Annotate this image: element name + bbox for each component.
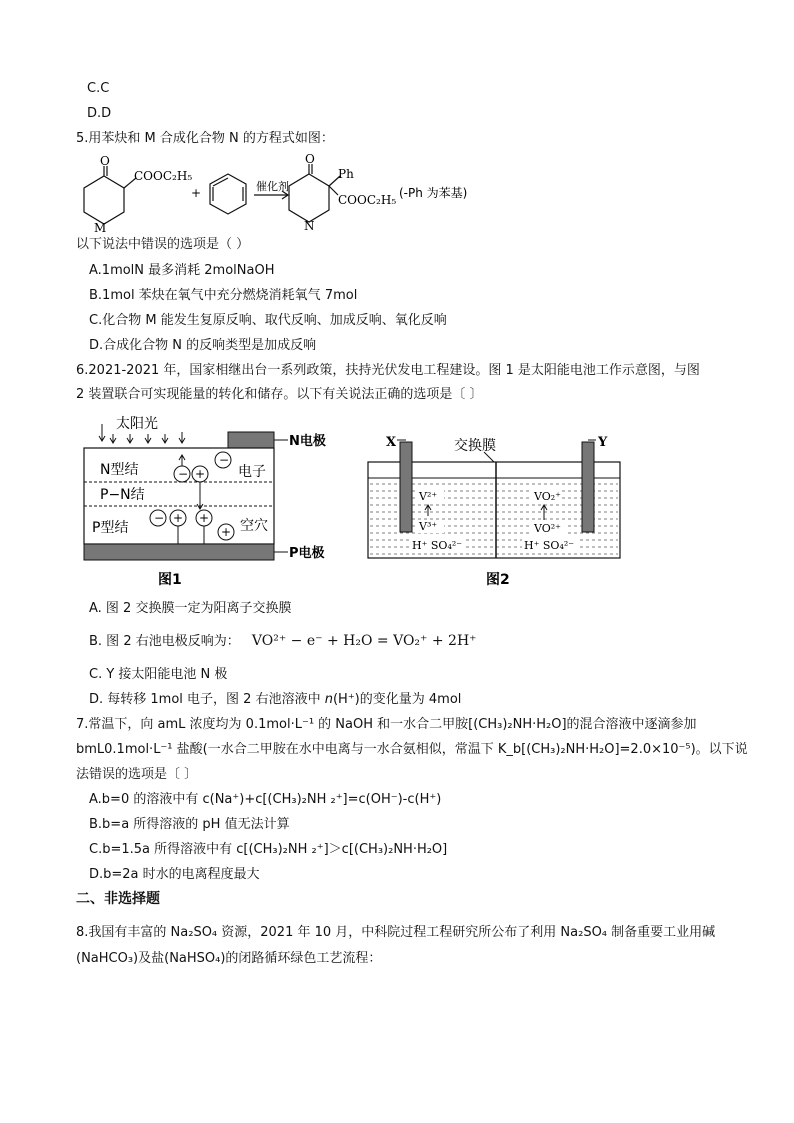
hole-symbol: +: [173, 511, 184, 525]
option-d-prev: D.D: [87, 106, 112, 121]
figure-2-caption: 图2: [486, 572, 510, 588]
vo-2plus-ion: VO²⁺: [534, 522, 561, 535]
option-d-suffix: (H⁺)的变化量为 4mol: [332, 692, 462, 707]
question-6-line-2: 2 装置联合可实现能量的转化和储存。以下有关说法正确的选项是〔 〕: [76, 387, 483, 402]
section-heading: 二、非选择题: [76, 891, 160, 907]
left-cell-ions: H⁺ SO₄²⁻: [412, 539, 463, 552]
vo2-plus-ion: VO₂⁺: [534, 490, 561, 503]
compound-n-ester: COOC₂H₅: [338, 193, 397, 207]
benzyne-structure: [210, 174, 246, 214]
compound-n-phenyl: Ph: [338, 167, 354, 181]
y-electrode-label: Y: [598, 435, 608, 450]
question-8-line-2: (NaHCO₃)及盐(NaHSO₄)的闭路循环绿色工艺流程：: [76, 951, 382, 966]
question-7-line-1: 7.常温下，向 amL 浓度均为 0.1mol·L⁻¹ 的 NaOH 和一水合二甲胺[(CH₃)₂NH·H₂O]的混合溶液中逐滴参加: [76, 717, 697, 732]
x-electrode: [400, 442, 412, 532]
figure-2-flow-battery: [366, 428, 628, 590]
compound-n-label: N: [304, 219, 315, 233]
electrode-equation: VO²⁺ − e⁻ + H₂O = VO₂⁺ + 2H⁺: [251, 633, 477, 649]
v3-ion: V³⁺: [419, 520, 438, 533]
question-6-option-a: A. 图 2 交换膜一定为阳离子交换膜: [89, 601, 292, 616]
x-electrode-label: X: [386, 435, 397, 450]
n-electrode-label: N电极: [289, 434, 326, 449]
catalyst-label: 催化剂: [256, 180, 289, 193]
question-5-option-a: A.1molN 最多消耗 2molNaOH: [89, 263, 275, 278]
figure-1-caption: 图1: [158, 572, 182, 588]
membrane-label: 交换膜: [454, 438, 496, 454]
question-5-option-c: C.化合物 M 能发生复原反响、取代反响、加成反响、氧化反响: [89, 313, 447, 328]
hole-symbol: +: [221, 525, 232, 539]
option-b-prefix: B. 图 2 右池电极反响为：: [89, 634, 240, 649]
compound-m-structure: [84, 166, 136, 224]
y-electrode: [582, 442, 594, 532]
p-type-label: P型结: [92, 520, 129, 536]
question-7-option-b: B.b=a 所得溶液的 pH 值无法计算: [89, 817, 290, 832]
phenyl-note: (-Ph 为苯基): [399, 186, 468, 200]
right-cell-ions: H⁺ SO₄²⁻: [524, 539, 575, 552]
compound-m-ester: COOC₂H₅: [134, 169, 193, 183]
electron-symbol: −: [219, 453, 230, 467]
question-5-stem: 以下说法中错误的选项是（ ）: [76, 237, 250, 252]
figure-1-solar-cell: [78, 412, 348, 590]
p-electrode-plate: [84, 544, 274, 560]
reaction-scheme: [76, 150, 496, 235]
hole-label: 空穴: [240, 518, 268, 534]
question-6-option-c: C. Y 接太阳能电池 N 极: [89, 667, 228, 682]
electron-label: 电子: [238, 464, 266, 480]
sunlight-label: 太阳光: [116, 416, 158, 432]
compound-m-oxygen: O: [100, 154, 110, 168]
hole-symbol: +: [199, 511, 210, 525]
n-electrode-plate: [228, 432, 274, 448]
plus-sign: +: [191, 186, 202, 200]
option-d-n: n: [324, 692, 333, 707]
compound-m-label: M: [94, 221, 107, 235]
question-7-option-a: A.b=0 的溶液中有 c(Na⁺)+c[(CH₃)₂NH ₂⁺]=c(OH⁻)-c(H⁺): [89, 792, 442, 807]
electron-symbol: −: [178, 467, 189, 481]
question-7-option-d: D.b=2a 时水的电离程度最大: [89, 867, 260, 882]
v2-ion: V²⁺: [419, 490, 438, 503]
question-5-option-d: D.合成化合物 N 的反响类型是加成反响: [89, 338, 317, 353]
n-type-label: N型结: [100, 462, 139, 478]
question-5: 5.用苯炔和 M 合成化合物 N 的方程式如图：: [76, 131, 334, 146]
question-7-line-2: bmL0.1mol·L⁻¹ 盐酸(一水合二甲胺在水中电离与一水合氨相似，常温下 K_b[(CH₃)₂NH·H₂O]=2.0×10⁻⁵)。以下说: [76, 742, 748, 757]
p-electrode-label: P电极: [289, 546, 325, 561]
question-8-line-1: 8.我国有丰富的 Na₂SO₄ 资源，2021 年 10 月，中科院过程工程研究所公布了利用 Na₂SO₄ 制备重要工业用碱: [76, 925, 716, 940]
compound-n-oxygen: O: [305, 152, 315, 166]
question-6-line-1: 6.2021-2021 年，国家相继出台一系列政策，扶持光伏发电工程建设。图 1 是太阳能电池工作示意图，与图: [76, 363, 700, 378]
question-6-option-b: [89, 632, 477, 651]
question-6-option-d: [89, 691, 461, 709]
option-d-prefix: D. 每转移 1mol 电子，图 2 右池溶液中: [89, 692, 325, 707]
option-c-prev: C.C: [87, 81, 110, 96]
question-5-option-b: B.1mol 苯炔在氧气中充分燃烧消耗氧气 7mol: [89, 288, 358, 303]
compound-n-structure: [289, 164, 340, 222]
hole-symbol: +: [195, 467, 206, 481]
question-7-option-c: C.b=1.5a 所得溶液中有 c[(CH₃)₂NH ₂⁺]＞c[(CH₃)₂NH·H₂O]: [89, 842, 448, 857]
electron-symbol: −: [154, 511, 165, 525]
pn-junction-label: P−N结: [100, 487, 145, 503]
question-7-line-3: 法错误的选项是〔 〕: [76, 767, 198, 782]
